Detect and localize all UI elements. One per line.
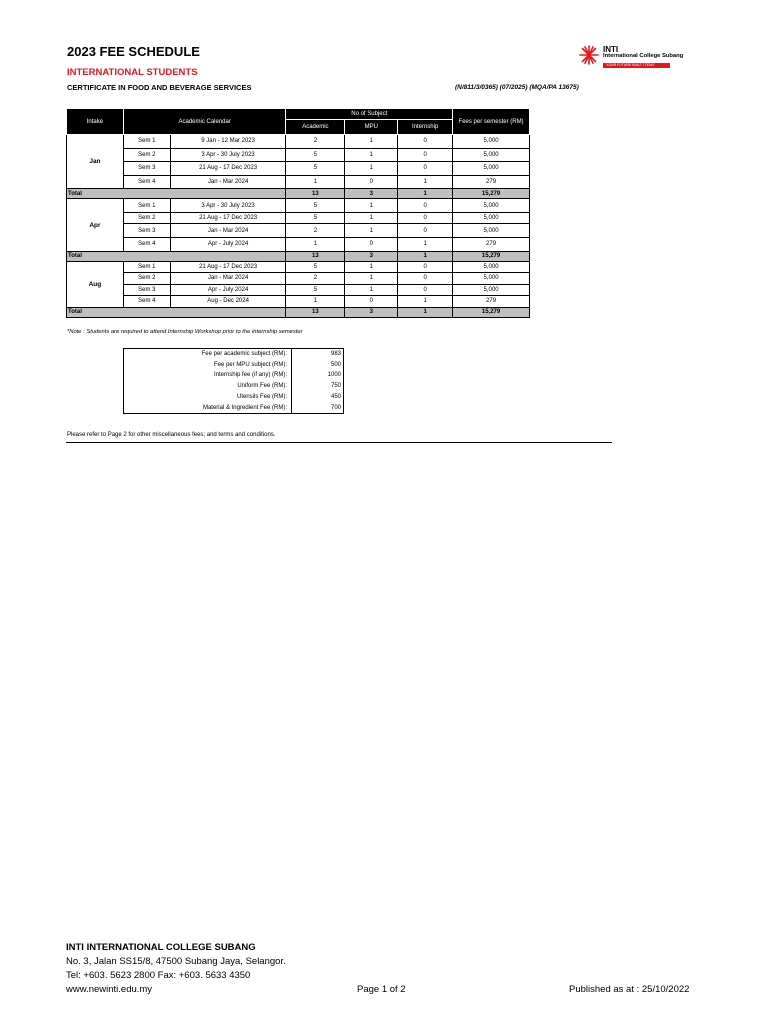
mpu-cell: 1 — [345, 135, 398, 149]
fee-cell: 5,000 — [453, 261, 530, 273]
misc-fee-label: Uniform Fee (RM): — [237, 383, 287, 390]
misc-fee-value: 700 — [292, 402, 344, 413]
mpu-cell: 1 — [345, 212, 398, 224]
logo-brand: INTI — [603, 45, 619, 54]
misc-fee-row — [124, 370, 344, 381]
footer-phone: Tel: +603. 5623 2800 Fax: +603. 5633 4350 — [66, 970, 251, 981]
internship-cell: 0 — [398, 199, 453, 213]
total-fee: 15,279 — [453, 189, 530, 199]
misc-fee-row — [124, 359, 344, 370]
mpu-cell: 1 — [345, 284, 398, 296]
calendar-cell: Apr - July 2024 — [170, 238, 286, 252]
academic-cell: 2 — [286, 135, 345, 149]
calendar-cell: Aug - Dec 2024 — [170, 296, 286, 308]
header-intake: Intake — [67, 109, 124, 135]
mpu-cell: 1 — [345, 199, 398, 213]
misc-fee-row — [124, 402, 344, 413]
table-row — [67, 261, 530, 273]
total-internship: 1 — [398, 251, 453, 261]
fee-cell: 279 — [453, 175, 530, 189]
academic-cell: 5 — [286, 199, 345, 213]
header-academic-calendar: Academic Calendar — [123, 109, 286, 135]
internship-cell: 0 — [398, 148, 453, 162]
academic-cell: 2 — [286, 273, 345, 285]
mpu-cell: 1 — [345, 273, 398, 285]
intake-label: Jan — [67, 135, 124, 189]
misc-fee-label: Fee per academic subject (RM): — [201, 351, 287, 358]
total-mpu: 3 — [345, 251, 398, 261]
header-mpu: MPU — [345, 120, 398, 135]
academic-cell: 1 — [286, 296, 345, 308]
academic-cell: 5 — [286, 212, 345, 224]
table-row — [67, 238, 530, 252]
misc-fee-value: 983 — [292, 349, 344, 360]
internship-cell: 0 — [398, 162, 453, 176]
semester-cell: Sem 4 — [123, 175, 170, 189]
header-no-of-subject: No of Subject — [286, 109, 453, 120]
total-row — [67, 307, 530, 317]
mpu-cell: 1 — [345, 148, 398, 162]
table-row — [67, 284, 530, 296]
misc-fee-label: Material & Ingredient Fee (RM): — [202, 404, 287, 411]
semester-cell: Sem 1 — [123, 135, 170, 149]
refer-text: Please refer to Page 2 for other miscellaneous fees; and terms and conditions. — [67, 432, 276, 438]
misc-fee-row — [124, 349, 344, 360]
academic-cell: 5 — [286, 162, 345, 176]
intake-label: Aug — [67, 261, 124, 307]
misc-fees-table — [123, 348, 344, 414]
table-row — [67, 199, 530, 213]
page-subtitle: INTERNATIONAL STUDENTS — [67, 67, 198, 78]
intake-label: Apr — [67, 199, 124, 251]
header-fees-per-semester: Fees per semester (RM) — [453, 109, 530, 135]
table-row — [67, 162, 530, 176]
program-name: CERTIFICATE IN FOOD AND BEVERAGE SERVICES — [67, 83, 252, 92]
total-fee: 15,279 — [453, 307, 530, 317]
internship-cell: 1 — [398, 175, 453, 189]
calendar-cell: 21 Aug - 17 Dec 2023 — [170, 212, 286, 224]
semester-cell: Sem 4 — [123, 296, 170, 308]
total-academic: 13 — [286, 307, 345, 317]
internship-cell: 0 — [398, 273, 453, 285]
inti-logo — [578, 44, 708, 70]
total-mpu: 3 — [345, 189, 398, 199]
fee-cell: 279 — [453, 238, 530, 252]
semester-cell: Sem 3 — [123, 224, 170, 238]
table-row — [67, 148, 530, 162]
header-academic: Academic — [286, 120, 345, 135]
academic-cell: 1 — [286, 175, 345, 189]
misc-fee-value: 750 — [292, 381, 344, 392]
internship-cell: 1 — [398, 296, 453, 308]
logo-college-name: International College Subang — [603, 53, 684, 59]
fee-cell: 5,000 — [453, 224, 530, 238]
calendar-cell: Apr - July 2024 — [170, 284, 286, 296]
mpu-cell: 0 — [345, 175, 398, 189]
divider-line — [66, 442, 612, 443]
page-number: Page 1 of 2 — [357, 984, 406, 995]
semester-cell: Sem 2 — [123, 148, 170, 162]
table-row — [67, 273, 530, 285]
academic-cell: 5 — [286, 148, 345, 162]
total-row — [67, 251, 530, 261]
misc-fee-row — [124, 381, 344, 392]
fee-cell: 5,000 — [453, 284, 530, 296]
internship-note: *Note : Students are required to attend Internship Workshop prior to the internship semester — [67, 329, 303, 335]
calendar-cell: Jan - Mar 2024 — [170, 224, 286, 238]
fee-schedule-table — [66, 108, 530, 318]
fee-cell: 5,000 — [453, 212, 530, 224]
semester-cell: Sem 2 — [123, 212, 170, 224]
page-title: 2023 FEE SCHEDULE — [67, 44, 200, 59]
academic-cell: 5 — [286, 261, 345, 273]
calendar-cell: 3 Apr - 30 July 2023 — [170, 199, 286, 213]
calendar-cell: 21 Aug - 17 Dec 2023 — [170, 162, 286, 176]
total-academic: 13 — [286, 189, 345, 199]
table-row — [67, 296, 530, 308]
starburst-logo-icon — [578, 44, 600, 66]
internship-cell: 0 — [398, 284, 453, 296]
fee-cell: 5,000 — [453, 273, 530, 285]
total-internship: 1 — [398, 189, 453, 199]
semester-cell: Sem 1 — [123, 261, 170, 273]
table-row — [67, 175, 530, 189]
table-row — [67, 224, 530, 238]
mpu-cell: 1 — [345, 224, 398, 238]
academic-cell: 5 — [286, 284, 345, 296]
header-internship: Internship — [398, 120, 453, 135]
table-row — [67, 212, 530, 224]
mpu-cell: 0 — [345, 296, 398, 308]
footer-address: No. 3, Jalan SS15/8, 47500 Subang Jaya, Selangor. — [66, 956, 286, 967]
semester-cell: Sem 4 — [123, 238, 170, 252]
misc-fee-value: 1000 — [292, 370, 344, 381]
semester-cell: Sem 3 — [123, 162, 170, 176]
total-internship: 1 — [398, 307, 453, 317]
semester-cell: Sem 3 — [123, 284, 170, 296]
fee-cell: 5,000 — [453, 162, 530, 176]
mpu-cell: 0 — [345, 238, 398, 252]
published-date: Published as at : 25/10/2022 — [569, 984, 690, 995]
misc-fee-label: Utensils Fee (RM): — [236, 394, 287, 401]
fee-cell: 279 — [453, 296, 530, 308]
total-label: Total — [67, 307, 286, 317]
internship-cell: 1 — [398, 238, 453, 252]
internship-cell: 0 — [398, 212, 453, 224]
academic-cell: 2 — [286, 224, 345, 238]
calendar-cell: Jan - Mar 2024 — [170, 175, 286, 189]
mpu-cell: 1 — [345, 261, 398, 273]
misc-fee-label: Fee per MPU subject (RM): — [213, 361, 287, 368]
misc-fee-row — [124, 392, 344, 403]
mpu-cell: 1 — [345, 162, 398, 176]
fee-cell: 5,000 — [453, 148, 530, 162]
internship-cell: 0 — [398, 224, 453, 238]
fee-cell: 5,000 — [453, 135, 530, 149]
logo-tagline: YOUR FUTURE BUILT TODAY — [603, 63, 670, 68]
footer-college-name: INTI INTERNATIONAL COLLEGE SUBANG — [66, 942, 256, 953]
total-row — [67, 189, 530, 199]
table-row — [67, 135, 530, 149]
semester-cell: Sem 2 — [123, 273, 170, 285]
semester-cell: Sem 1 — [123, 199, 170, 213]
calendar-cell: Jan - Mar 2024 — [170, 273, 286, 285]
academic-cell: 1 — [286, 238, 345, 252]
misc-fee-value: 450 — [292, 392, 344, 403]
internship-cell: 0 — [398, 135, 453, 149]
footer-website-link[interactable]: www.newinti.edu.my — [66, 984, 153, 995]
calendar-cell: 9 Jan - 12 Mar 2023 — [170, 135, 286, 149]
misc-fee-label: Internship fee (if any) (RM): — [213, 372, 287, 379]
calendar-cell: 21 Aug - 17 Dec 2023 — [170, 261, 286, 273]
calendar-cell: 3 Apr - 30 July 2023 — [170, 148, 286, 162]
total-label: Total — [67, 189, 286, 199]
total-label: Total — [67, 251, 286, 261]
total-mpu: 3 — [345, 307, 398, 317]
total-academic: 13 — [286, 251, 345, 261]
internship-cell: 0 — [398, 261, 453, 273]
accreditation-code: (N/811/3/0365) (07/2025) (MQA/PA 13675) — [455, 84, 579, 91]
total-fee: 15,279 — [453, 251, 530, 261]
fee-cell: 5,000 — [453, 199, 530, 213]
misc-fee-value: 500 — [292, 359, 344, 370]
